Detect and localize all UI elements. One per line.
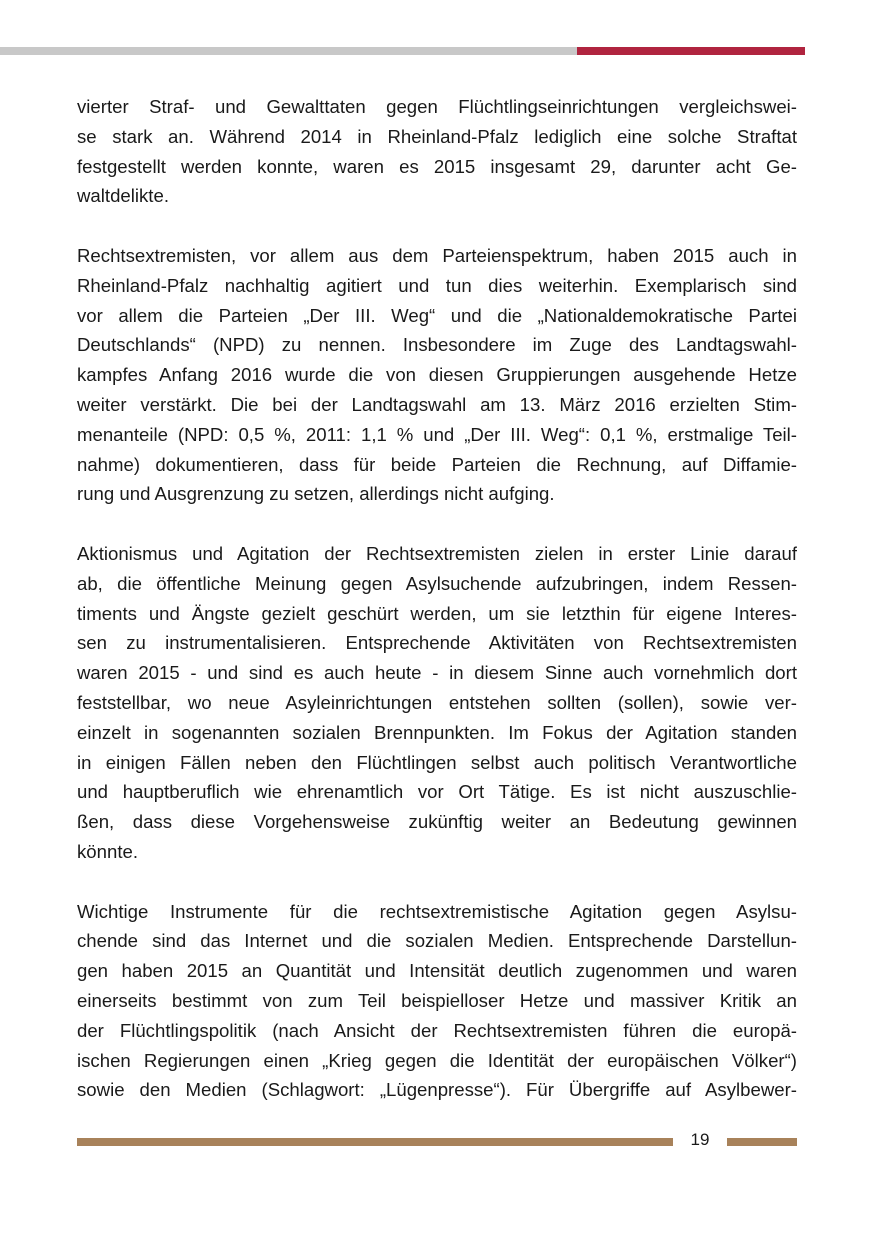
header-rule-accent <box>577 47 805 55</box>
paragraph <box>77 241 797 509</box>
text-line: menanteile (NPD: 0,5 %, 2011: 1,1 % und „Der III. Weg“: 0,1 %, erstmalige Teil- <box>77 423 797 445</box>
text-line: Rechtsextremisten, vor allem aus dem Parteienspektrum, haben 2015 auch in <box>77 244 797 266</box>
body-text <box>77 92 797 1135</box>
page-number: 19 <box>690 1130 710 1149</box>
text-line: rung und Ausgrenzung zu setzen, allerdings nicht aufging. <box>77 483 555 505</box>
text-line: sowie den Medien (Schlagwort: „Lügenpresse“). Für Übergriffe auf Asylbewer- <box>77 1079 797 1101</box>
text-line: waltdelikte. <box>77 185 169 207</box>
text-line: chende sind das Internet und die sozialen Medien. Entsprechende Darstellun- <box>77 930 797 952</box>
text-line: waren 2015 - und sind es auch heute - in diesem Sinne auch vornehmlich dort <box>77 662 797 684</box>
text-line: ab, die öffentliche Meinung gegen Asylsuchende aufzubringen, indem Ressen- <box>77 572 797 594</box>
text-line: nahme) dokumentieren, dass für beide Parteien die Rechnung, auf Diffamie- <box>77 453 797 475</box>
text-line: kampfes Anfang 2016 wurde die von diesen Gruppierungen ausgehende Hetze <box>77 364 797 386</box>
text-line: ischen Regierungen einen „Krieg gegen die Identität der europäischen Völker“) <box>77 1049 797 1071</box>
text-line: feststellbar, wo neue Asyleinrichtungen entstehen sollten (sollen), sowie ver- <box>77 691 797 713</box>
text-line: sen zu instrumentalisieren. Entsprechende Aktivitäten von Rechtsextremisten <box>77 632 797 654</box>
paragraph <box>77 539 797 867</box>
text-line: und hauptberuflich wie ehrenamtlich vor Ort Tätige. Es ist nicht auszuschlie- <box>77 781 797 803</box>
text-line: vierter Straf- und Gewalttaten gegen Flüchtlingseinrichtungen vergleichswei- <box>77 96 797 117</box>
text-line: könnte. <box>77 840 138 862</box>
text-line: in einigen Fällen neben den Flüchtlingen selbst auch politisch Verantwortliche <box>77 751 797 773</box>
text-line: vor allem die Parteien „Der III. Weg“ und die „Nationaldemokratische Partei <box>77 304 797 326</box>
text-line: festgestellt werden konnte, waren es 2015 insgesamt 29, darunter acht Ge- <box>77 155 797 177</box>
footer-rule-right <box>727 1138 797 1146</box>
text-line: einerseits bestimmt von zum Teil beispielloser Hetze und massiver Kritik an <box>77 989 797 1011</box>
text-line: se stark an. Während 2014 in Rheinland-Pfalz lediglich eine solche Straftat <box>77 125 797 147</box>
text-line: timents und Ängste gezielt geschürt werden, um sie letzthin für eigene Interes- <box>77 602 797 624</box>
text-line: weiter verstärkt. Die bei der Landtagswahl am 13. März 2016 erzielten Stim- <box>77 393 797 415</box>
text-line: Wichtige Instrumente für die rechtsextremistische Agitation gegen Asylsu- <box>77 900 797 922</box>
paragraph <box>77 897 797 1106</box>
text-line: ßen, dass diese Vorgehensweise zukünftig weiter an Bedeutung gewinnen <box>77 811 797 833</box>
text-line: der Flüchtlingspolitik (nach Ansicht der Rechtsextremisten führen die europä- <box>77 1019 797 1041</box>
paragraph <box>77 92 797 211</box>
text-line: Aktionismus und Agitation der Rechtsextremisten zielen in erster Linie darauf <box>77 542 797 564</box>
footer-rule-left <box>77 1138 673 1146</box>
text-line: gen haben 2015 an Quantität und Intensität deutlich zugenommen und waren <box>77 960 797 982</box>
text-line: Deutschlands“ (NPD) zu nennen. Insbesondere im Zuge des Landtagswahl- <box>77 334 797 356</box>
header-rule-grey <box>0 47 577 55</box>
text-line: einzelt in sogenannten sozialen Brennpunkten. Im Fokus der Agitation standen <box>77 721 797 743</box>
text-line: Rheinland-Pfalz nachhaltig agitiert und tun dies weiterhin. Exemplarisch sind <box>77 274 797 296</box>
